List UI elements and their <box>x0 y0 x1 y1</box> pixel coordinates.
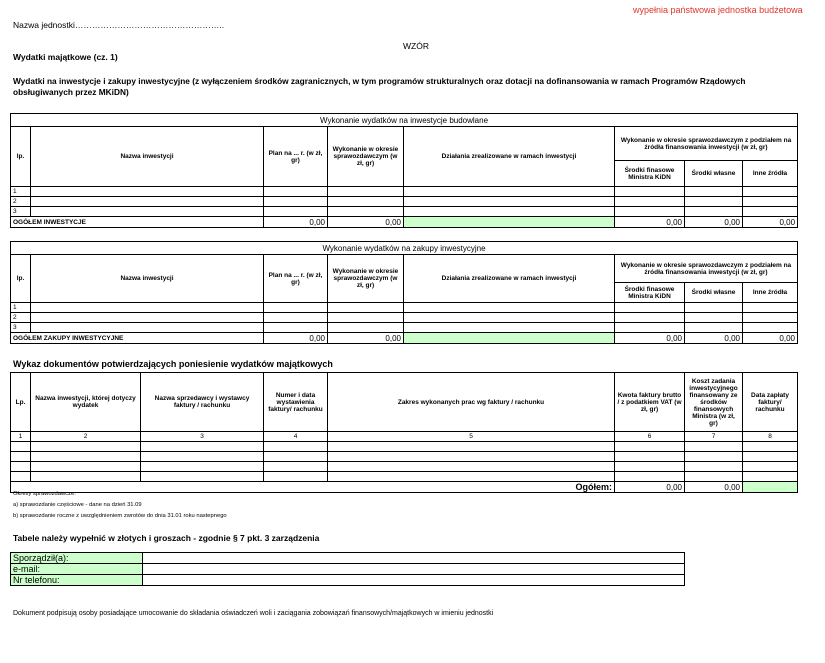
unit-name: Nazwa jednostki…………………………………………….. <box>13 20 225 30</box>
column-numbers-row <box>11 432 798 442</box>
table2-title: Wykonanie wydatków na zakupy inwestycyjne <box>11 242 798 255</box>
col-minister: Środki finasowe Ministra KiDN <box>615 283 685 303</box>
row-number: 1 <box>11 303 31 313</box>
col-sources: Wykonanie w okresie sprawozdawczym z podziałem na źródła finansowania inwestycji (w zł, gr) <box>615 255 798 283</box>
docs-total-cost: 0,00 <box>685 482 743 493</box>
row-number: 3 <box>11 207 31 217</box>
prepared-by-field[interactable] <box>143 553 685 564</box>
email-label: e-mail: <box>11 564 143 575</box>
total-minister: 0,00 <box>615 333 685 344</box>
prepared-by-label: Sporządził(a): <box>11 553 143 564</box>
table-row <box>11 462 798 472</box>
col-number: Numer i data wystawienia faktury/ rachunku <box>264 373 328 432</box>
table1-title: Wykonanie wydatków na inwestycje budowlane <box>11 114 798 127</box>
col-actions: Działania zrealizowane w ramach inwestycji <box>404 127 615 187</box>
total-plan: 0,00 <box>264 217 328 228</box>
col-number-2: 2 <box>31 432 141 442</box>
total-row <box>11 217 798 228</box>
col-own: Środki własne <box>685 161 743 187</box>
col-lp: Lp. <box>11 373 31 432</box>
col-sources: Wykonanie w okresie sprawozdawczym z podziałem na źródła finansowania inwestycji (w zł, gr) <box>615 127 798 161</box>
contact-table <box>10 552 685 586</box>
col-plan: Plan na ... r. (w zł, gr) <box>264 127 328 187</box>
col-lp: lp. <box>11 255 31 303</box>
col-number-1: 1 <box>11 432 31 442</box>
template-label: WZÓR <box>403 41 429 51</box>
total-other: 0,00 <box>743 333 798 344</box>
description: Wydatki na inwestycje i zakupy inwestycyjne (z wyłączeniem środków zagranicznych, w tym programów strukturalnych oraz dotacji na dofinansowania w ramach Programów Rządowych obsługiwanych przez MKiDN) <box>13 76 746 97</box>
total-exec: 0,00 <box>328 217 404 228</box>
total-label: OGÓŁEM ZAKUPY INWESTYCYJNE <box>11 333 264 344</box>
col-seller: Nazwa sprzedawcy i wystawcy faktury / rachunku <box>141 373 264 432</box>
total-other: 0,00 <box>743 217 798 228</box>
col-number-8: 8 <box>743 432 798 442</box>
total-row <box>11 333 798 344</box>
row-number: 2 <box>11 313 31 323</box>
table-row <box>11 323 798 333</box>
col-exec: Wykonanie w okresie sprawozdawczym (w zł, gr) <box>328 255 404 303</box>
docs-total-label: Ogółem: <box>11 482 615 493</box>
col-name: Nazwa inwestycji <box>31 255 264 303</box>
period-a: a) sprawozdanie częściowe - dane na dzień 31.09 <box>13 502 142 508</box>
col-scope: Zakres wykonanych prac wg faktury / rachunku <box>328 373 615 432</box>
table-row <box>11 303 798 313</box>
top-right-note: wypełnia państwowa jednostka budżetowa <box>633 5 803 15</box>
col-actions: Działania zrealizowane w ramach inwestycji <box>404 255 615 303</box>
col-number-5: 5 <box>328 432 615 442</box>
col-amount: Kwota faktury brutto / z podatkiem VAT (w zł, gr) <box>615 373 685 432</box>
period-b: b) sprawozdanie roczne z uwzględnieniem zwrotów do dnia 31.01 roku nastepnego <box>13 513 227 519</box>
purchases-table <box>10 241 798 344</box>
col-own: Środki własne <box>685 283 743 303</box>
col-plan: Plan na ... r. (w zł, gr) <box>264 255 328 303</box>
investments-table <box>10 113 798 228</box>
col-name: Nazwa inwestycji, której dotyczy wydatek <box>31 373 141 432</box>
table-row <box>11 197 798 207</box>
col-other: Inne źródła <box>743 283 798 303</box>
documents-table <box>10 372 798 493</box>
table-row <box>11 472 798 482</box>
col-lp: lp. <box>11 127 31 187</box>
table-row <box>11 207 798 217</box>
col-number-7: 7 <box>685 432 743 442</box>
total-label: OGÓŁEM INWESTYCJE <box>11 217 264 228</box>
row-number: 1 <box>11 187 31 197</box>
periods-title: Okresy sprawozdawcze: <box>13 491 76 497</box>
total-row <box>11 482 798 493</box>
total-plan: 0,00 <box>264 333 328 344</box>
total-minister: 0,00 <box>615 217 685 228</box>
table-row <box>11 452 798 462</box>
docs-heading: Wykaz dokumentów potwierdzających poniesienie wydatków majątkowych <box>13 359 333 369</box>
col-cost: Koszt zadania inwestycyjnego finansowany ze środków finansowych Ministra (w zł, gr) <box>685 373 743 432</box>
col-name: Nazwa inwestycji <box>31 127 264 187</box>
total-own: 0,00 <box>685 333 743 344</box>
email-field[interactable] <box>143 564 685 575</box>
signature-note: Dokument podpisują osoby posiadające umocowanie do składania oświadczeń woli i zaciągania zobowiązań finansowych/majątkowych w imieniu jednostki <box>13 610 494 617</box>
row-number: 3 <box>11 323 31 333</box>
row-number: 2 <box>11 197 31 207</box>
total-own: 0,00 <box>685 217 743 228</box>
phone-field[interactable] <box>143 575 685 586</box>
table-row <box>11 442 798 452</box>
docs-total-amount: 0,00 <box>615 482 685 493</box>
table-row <box>11 313 798 323</box>
table-row <box>11 187 798 197</box>
col-date: Data zapłaty faktury/ rachunku <box>743 373 798 432</box>
fill-note: Tabele należy wypełnić w złotych i groszach - zgodnie § 7 pkt. 3 zarządzenia <box>13 533 320 543</box>
col-exec: Wykonanie w okresie sprawozdawczym (w zł, gr) <box>328 127 404 187</box>
total-exec: 0,00 <box>328 333 404 344</box>
col-minister: Środki finasowe Ministra KiDN <box>615 161 685 187</box>
col-number-4: 4 <box>264 432 328 442</box>
col-other: Inne źródła <box>743 161 798 187</box>
section-title: Wydatki majątkowe (cz. 1) <box>13 52 118 62</box>
col-number-6: 6 <box>615 432 685 442</box>
col-number-3: 3 <box>141 432 264 442</box>
phone-label: Nr telefonu: <box>11 575 143 586</box>
